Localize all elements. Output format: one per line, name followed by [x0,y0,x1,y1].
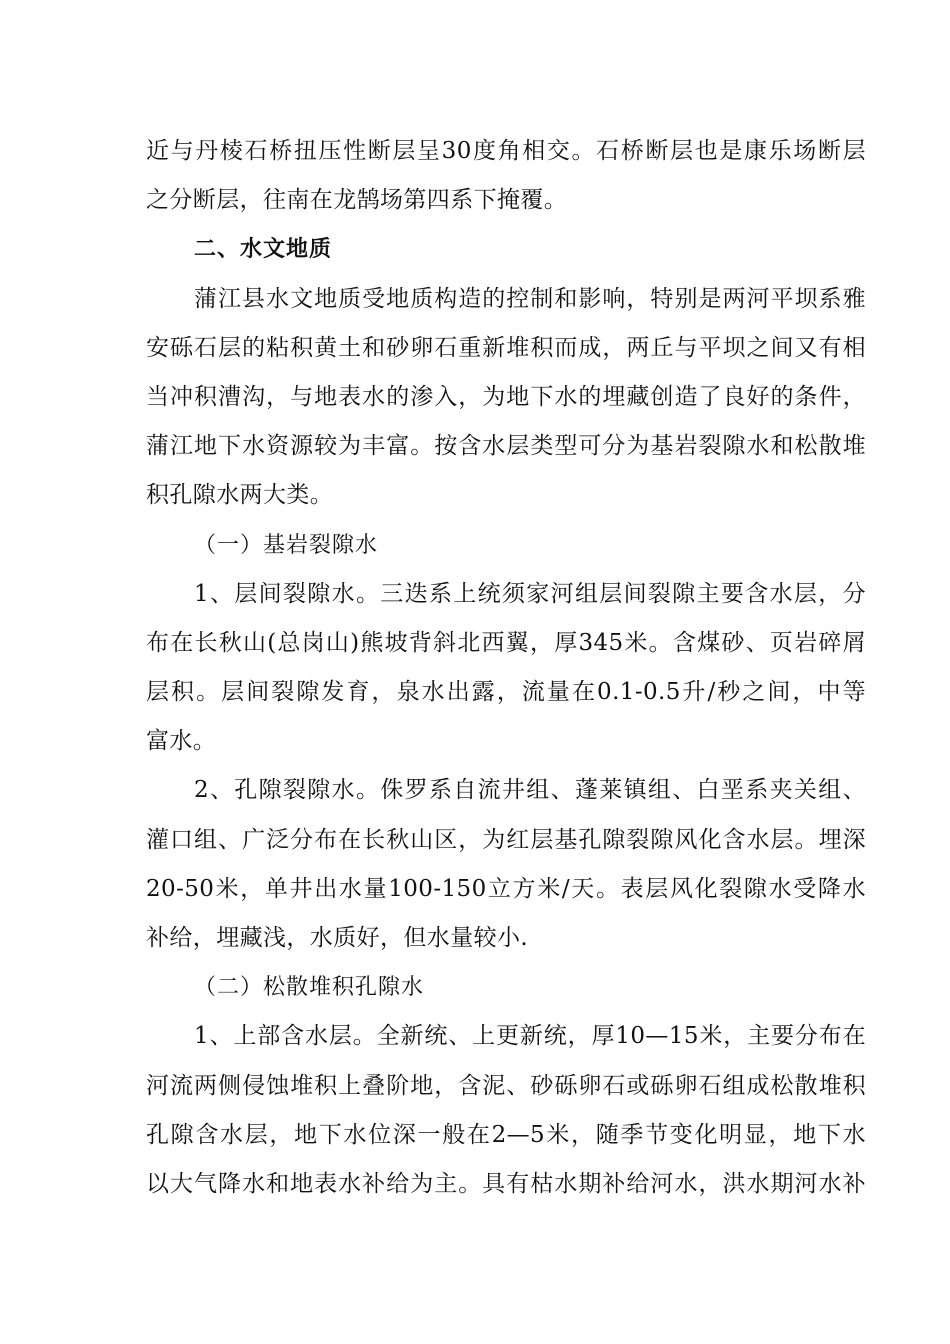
subsection-heading: （一）基岩裂隙水 [194,532,379,558]
text-line: 1、层间裂隙水。三迭系上统须家河组层间裂隙主要含水层，分 [194,580,866,607]
text-line: 灌口组、广泛分布在长秋山区，为红层基孔隙裂隙风化含水层。埋深 [146,826,866,853]
paragraph-hydrogeology-intro [146,275,866,521]
paragraph-upper-aquifer [146,1012,866,1209]
text-line: 富水。 [146,728,217,755]
text-line: 孔隙含水层，地下水位深一般在2—5米，随季节变化明显，地下水 [146,1121,866,1148]
paragraph-pore-fissure-water [146,766,866,963]
text-line: 蒲江地下水资源较为丰富。按含水层类型可分为基岩裂隙水和松散堆 [146,433,866,460]
text-line: 河流两侧侵蚀堆积上叠阶地，含泥、砂砾卵石或砾卵石组成松散堆积 [146,1072,866,1099]
text-line: 以大气降水和地表水补给为主。具有枯水期补给河水，洪水期河水补 [146,1170,866,1197]
paragraph-interlayer-fissure-water [146,570,866,767]
text-line: 安砾石层的粘积黄土和砂卵石重新堆积而成，两丘与平坝之间又有相 [146,334,866,361]
text-line: 20-50米，单井出水量100-150立方米/天。表层风化裂隙水受降水 [146,875,866,902]
text-line: 1、上部含水层。全新统、上更新统，厚10—15米，主要分布在 [194,1023,866,1050]
subsection-heading: （二）松散堆积孔隙水 [194,975,425,1001]
text-line: 近与丹棱石桥扭压性断层呈30度角相交。石桥断层也是康乐场断层 [146,138,866,164]
section-heading: 二、水文地质 [194,237,333,263]
text-line: 当冲积漕沟，与地表水的渗入，为地下水的埋藏创造了良好的条件， [146,383,866,410]
text-line: 布在长秋山(总岗山)熊坡背斜北西翼，厚345米。含煤砂、页岩碎屑 [146,629,866,656]
text-line: 补给，埋藏浅，水质好，但水量较小. [146,925,529,951]
text-line: 蒲江县水文地质受地质构造的控制和影响，特别是两河平坝系雅 [194,285,866,312]
text-line: 2、孔隙裂隙水。侏罗系自流井组、蓬莱镇组、白垩系夹关组、 [194,777,866,804]
document-page [146,127,866,1209]
text-line: 层积。层间裂隙发育，泉水出露，流量在0.1-0.5升/秒之间，中等 [146,679,866,706]
text-line: 积孔隙水两大类。 [146,482,334,509]
text-line: 之分断层，往南在龙鹄场第四系下掩覆。 [146,187,568,214]
paragraph-continuation [146,127,866,225]
